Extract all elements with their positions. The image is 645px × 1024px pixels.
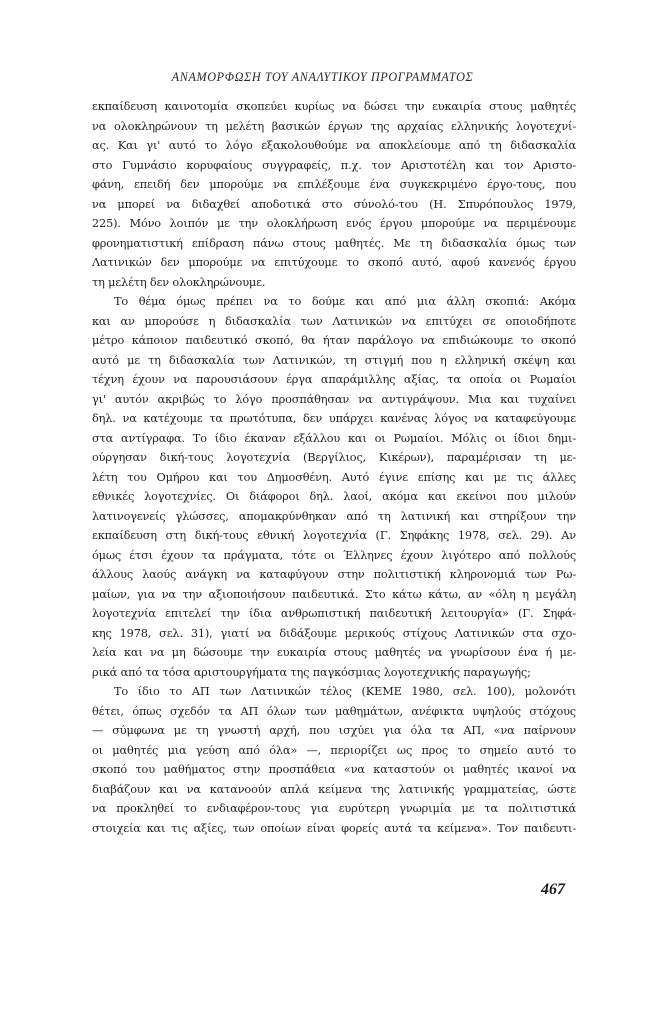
text-line: Το ίδιο το ΑΠ των Λατινικών τέλος (ΚΕΜΕ 1980, σελ. 100), μολονότι	[114, 685, 576, 698]
text-line: να προκληθεί το ενδιαφέρον-τους για ευρύτερη γνωριμία με τα πολιτιστικά	[92, 802, 576, 815]
text-line: όμως έτσι έχουν τα πράγματα, τότε οι Έλληνες έχουν λιγότερο από πολλούς	[92, 548, 576, 562]
text-line: να ολοκληρώνουν τη μελέτη βασικών έργων της αρχαίας ελληνικής λογοτεχνί-	[92, 119, 576, 133]
text-line: εκπαίδευση καινοτομία σκοπεύει κυρίως να δώσει την ευκαιρία στους μαθητές	[92, 100, 576, 113]
text-line: και αν μπορούσε η διδασκαλία των Λατινικών να επιτύχει σε οποιοδήποτε	[92, 314, 576, 328]
paragraph-2	[92, 292, 576, 682]
text-line: φρονηματιστική επίδραση πάνω στους μαθητές. Με τη διδασκαλία όμως των	[92, 236, 576, 250]
text-line: να μπορεί να διδαχθεί αποδοτικά στο σύνολό-του (Η. Σπυρόπουλος 1979,	[92, 197, 576, 211]
text-line: δηλ. να κατέχουμε τα πρωτότυπα, δεν υπάρχει κανένας λόγος να καταφεύγουμε	[92, 412, 576, 425]
text-line: λογοτεχνία επιτελεί την ίδια ανθρωπιστική παιδευτική λειτουργία» (Γ. Σηφά-	[92, 607, 576, 620]
text-line: σκοπό του μαθήματος στην προσπάθεια «να καταστούν οι μαθητές ικανοί να	[92, 763, 576, 776]
paragraph-3	[92, 682, 576, 838]
text-line: ούργησαν δική-τους λογοτεχνία (Βεργίλιος, Κικέρων), παραμέρισαν τη με-	[92, 451, 576, 464]
text-line: εθνικές λογοτεχνίες. Οι διάφοροι δηλ. λαοί, ακόμα και εκείνοι που μιλούν	[92, 490, 576, 503]
text-line: στα αντίγραφα. Το ίδιο έκαναν εξάλλου και οι Ρωμαίοι. Μόλις οι ίδιοι δημι-	[92, 431, 576, 445]
text-line: οι μαθητές μια γεύση από όλα» —, περιορίζει ως προς το σημείο αυτό το	[92, 743, 576, 757]
text-line: ας. Και γι' αυτό το λόγο εξακολουθούμε να αποκλείουμε από τη διδασκαλία	[92, 139, 576, 152]
text-line: διαβάζουν και να κατανοούν απλά κείμενα της λατινικής γραμματείας, ώστε	[92, 782, 576, 796]
text-line: τέχνη έχουν να παρουσιάσουν έργα απαράμιλλης αξίας, τα οποία οι Ρωμαίοι	[92, 373, 576, 386]
text-line: — σύμφωνα με τη γνωστή αρχή, που ισχύει για όλα τα ΑΠ, «να παίρνουν	[92, 724, 576, 737]
page-number: 467	[541, 881, 565, 898]
text-line: 225). Μόνο λοιπόν με την ολοκλήρωση ενός έργου μπορούμε να περιμένουμε	[92, 217, 576, 230]
text-line: στο Γυμνάσιο κορυφαίους συγγραφείς, π.χ. τον Αριστοτέλη και τον Αριστο-	[92, 158, 576, 172]
text-line: κης 1978, σελ. 31), γιατί να διδάξουμε μερικούς στίχους Λατινικών στα σχο-	[92, 626, 576, 640]
paragraph-1	[92, 97, 576, 292]
text-line: ρικά από τα τόσα αριστουργήματα της παγκόσμιας λογοτεχνικής παραγωγής;	[92, 665, 531, 679]
text-line: φάνη, επειδή δεν μπορούμε να επιλέξουμε ένα συγκεκριμένο έργο-τους, που	[92, 178, 576, 191]
text-line: άλλους λαούς ανάγκη να καταφύγουν στην πολιτιστική κληρονομιά των Ρω-	[92, 568, 576, 581]
text-line: εκπαίδευση στη δική-τους εθνική λογοτεχνία (Γ. Σηφάκης 1978, σελ. 29). Αν	[92, 529, 576, 542]
text-line: Λατινικών δεν μπορούμε να επιτύχουμε το σκοπό αυτό, αφού κανενός έργου	[92, 256, 576, 269]
text-line: τη μελέτη δεν ολοκληρώνουμε.	[92, 275, 266, 289]
text-line: λατινογενείς γλώσσες, απομακρύνθηκαν από τη λατινική και στηρίξουν την	[92, 509, 576, 523]
body-text	[92, 97, 576, 838]
text-line: λεία και να μη δώσουμε την ευκαιρία στους μαθητές να γνωρίσουν ένα ή με-	[92, 646, 576, 659]
text-line: θέτει, όπως σχεδόν τα ΑΠ όλων των μαθημάτων, ανέφικτα υψηλούς στόχους	[92, 704, 576, 718]
text-line: λέτη του Ομήρου και του Δημοσθένη. Αυτό έγινε επίσης και με τις άλλες	[92, 470, 576, 484]
text-line: στοιχεία και τις αξίες, των οποίων είναι φορείς αυτά τα κείμενα». Τον παιδευτι-	[92, 821, 576, 835]
text-line: Το θέμα όμως πρέπει να το δούμε και από μια άλλη σκοπιά: Ακόμα	[114, 295, 576, 308]
text-line: αυτό με τη διδασκαλία των Λατινικών, τη στιγμή που η ελληνική σκέψη και	[92, 353, 576, 367]
text-line: γι' αυτόν ακριβώς το λόγο προσπάθησαν να αντιγράψουν. Μια και τυχαίνει	[92, 392, 576, 406]
text-line: μαίων, για να την αξιοποιήσουν παιδευτικά. Στο κάτω κάτω, αν «όλη η μεγάλη	[92, 587, 576, 601]
text-line: μέτρο κάποιον παιδευτικό σκοπό, θα ήταν παράλογο να επιδιώκουμε το σκοπό	[92, 334, 576, 347]
running-head: ΑΝΑΜΟΡΦΩΣΗ ΤΟΥ ΑΝΑΛΥΤΙΚΟΥ ΠΡΟΓΡΑΜΜΑΤΟΣ	[171, 70, 474, 84]
